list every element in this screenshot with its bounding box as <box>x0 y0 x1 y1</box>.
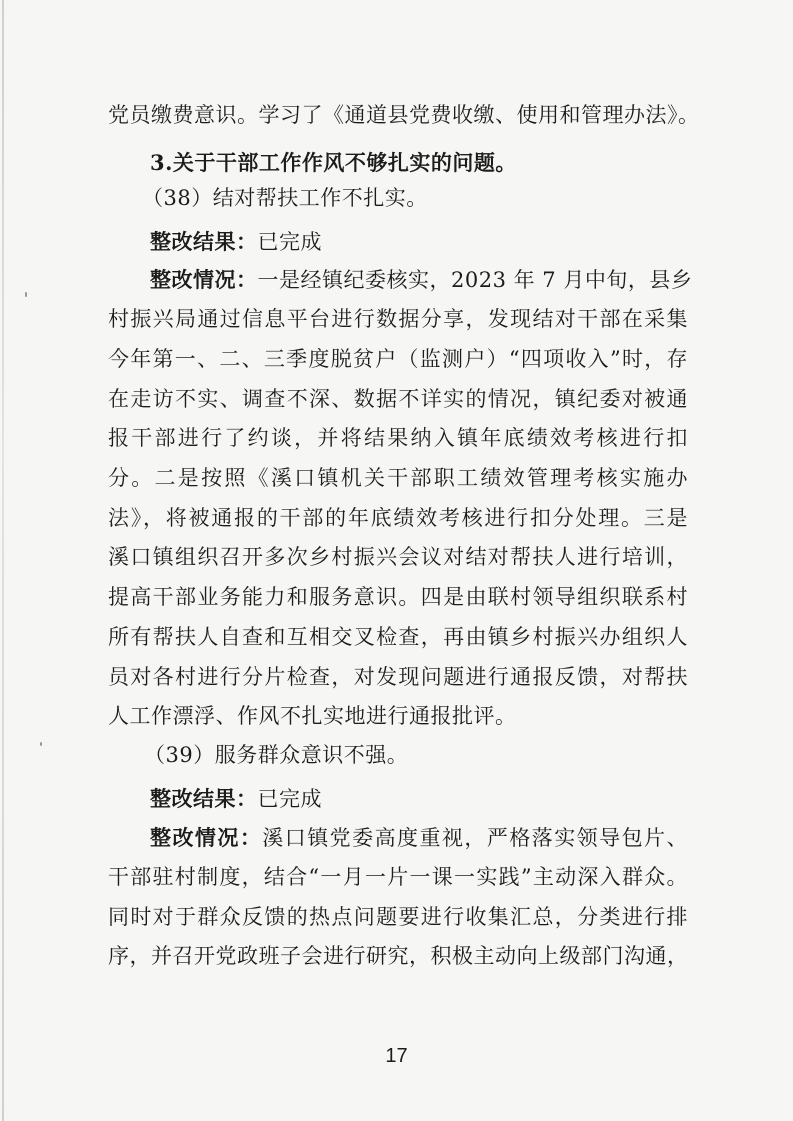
result-label: 整改结果： <box>150 229 258 254</box>
body-line: 同时对于群众反馈的热点问题要进行收集汇总，分类进行排 <box>108 905 688 929</box>
scan-edge <box>2 0 4 1121</box>
status-line <box>150 823 688 853</box>
scan-speck <box>40 742 42 746</box>
status-line <box>150 265 693 295</box>
item-title: （38）结对帮扶工作不扎实。 <box>142 186 428 210</box>
body-line: 村振兴局通过信息平台进行数据分享，发现结对干部在采集 <box>108 307 688 331</box>
status-label: 整改情况： <box>150 825 263 850</box>
body-line: 提高干部业务能力和服务意识。四是由联村领导组织联系村 <box>108 585 688 609</box>
status-label: 整改情况： <box>150 267 258 292</box>
scan-speck <box>25 292 27 297</box>
body-line: 报干部进行了约谈，并将结果纳入镇年底绩效考核进行扣 <box>108 426 688 450</box>
body-line: 所有帮扶人自查和互相交叉检查，再由镇乡村振兴办组织人 <box>108 625 688 649</box>
body-line: 在走访不实、调查不深、数据不详实的情况，镇纪委对被通 <box>108 387 688 411</box>
section-heading: 3.关于干部工作作风不够扎实的问题。 <box>150 150 517 175</box>
body-line: 党员缴费意识。学习了《通道县党费收缴、使用和管理办法》。 <box>108 103 700 127</box>
page-number: 17 <box>385 1045 408 1067</box>
body-line: 溪口镇组织召开多次乡村振兴会议对结对帮扶人进行培训， <box>108 545 688 569</box>
result-line <box>150 227 688 257</box>
status-text: 一是经镇纪委核实，2023 年 7 月中旬，县乡 <box>257 268 693 292</box>
body-line: 人工作漂浮、作风不扎实地进行通报批评。 <box>108 704 517 728</box>
body-line: 法》，将被通报的干部的年底绩效考核进行扣分处理。三是 <box>108 506 688 530</box>
body-line: 干部驻村制度，结合“一月一片一课一实践”主动深入群众。 <box>108 865 688 889</box>
result-value: 已完成 <box>257 787 322 811</box>
result-value: 已完成 <box>257 230 322 254</box>
body-line: 序，并召开党政班子会进行研究，积极主动向上级部门沟通， <box>108 944 689 968</box>
item-title: （39）服务群众意识不强。 <box>144 743 409 767</box>
status-text: 溪口镇党委高度重视，严格落实领导包片、 <box>262 826 689 850</box>
body-line: 分。二是按照《溪口镇机关干部职工绩效管理考核实施办 <box>108 466 688 490</box>
body-line: 员对各村进行分片检查，对发现问题进行通报反馈，对帮扶 <box>108 665 688 689</box>
body-line: 今年第一、二、三季度脱贫户（监测户）“四项收入”时，存 <box>108 347 688 371</box>
result-label: 整改结果： <box>150 786 258 811</box>
result-line <box>150 784 688 814</box>
